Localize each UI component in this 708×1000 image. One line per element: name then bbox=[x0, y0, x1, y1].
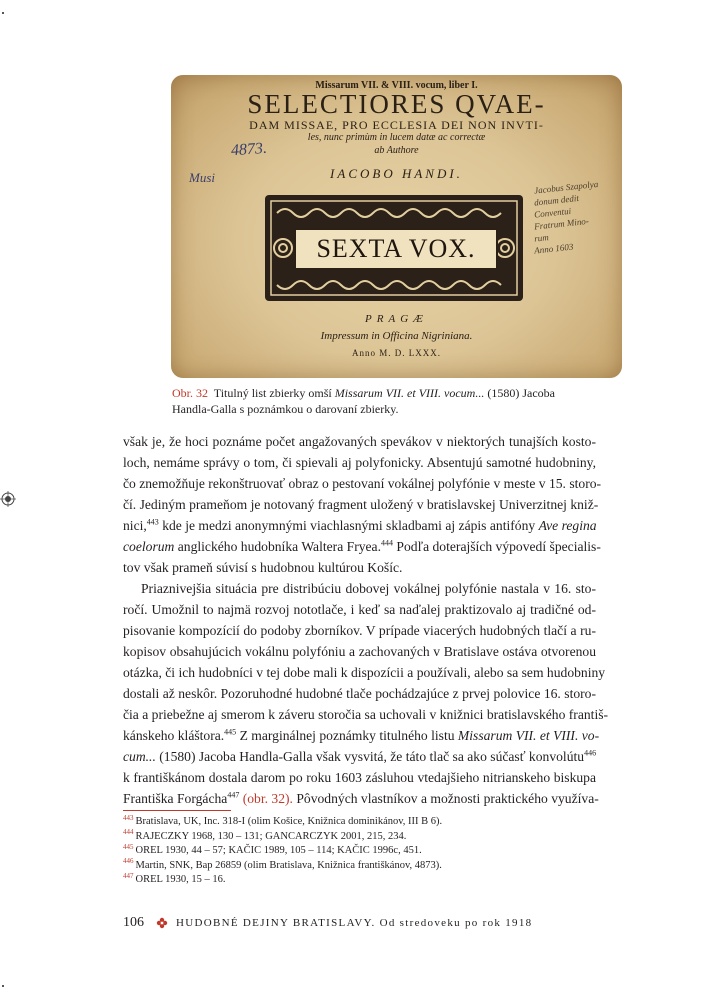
running-head: HUDOBNÉ DEJINY BRATISLAVY. Od stredoveku po rok 1918 bbox=[176, 917, 533, 929]
text-line: cum... (1580) Jacoba Handla-Galla však vysvitá, že táto tlač sa ako súčasť konvolútu$^{446}$ bbox=[123, 748, 597, 764]
footnotes bbox=[123, 815, 603, 888]
footnote-ref[interactable]: 444 bbox=[381, 538, 393, 548]
photo-title-line-2: DAM MISSAE, PRO ECCLESIA DEI NON INVTI- bbox=[249, 118, 544, 132]
footnote-ref[interactable]: 443 bbox=[146, 517, 159, 527]
photo-year: Anno M. D. LXXX. bbox=[352, 348, 441, 358]
text-line: loch, nemáme správy o tom, či spievali aj polyfonicky. Absentujú samotné hudobniny, bbox=[123, 455, 596, 470]
text-line: nici,$^{443}$ kde je medzi anonymnými viachlasnými skladbami aj zápis antifóny Ave regina bbox=[123, 517, 597, 533]
title-page-photo bbox=[171, 75, 622, 378]
footnote-ref[interactable]: 447 bbox=[227, 790, 240, 800]
footnote-number: 446 bbox=[123, 857, 134, 865]
text-line: čí. Jediným prameňom je notovaný fragment uložený v bratislavskej Univerzitnej kniž- bbox=[123, 497, 599, 512]
crop-mark bbox=[2, 12, 4, 14]
photo-handwritten-note: Musi bbox=[189, 170, 215, 185]
text-line: kopisov obsahujúcich vokálnu polyfóniu a zachovaných v Bratislave ostáva otvorenou bbox=[123, 644, 596, 659]
text-line: otázka, či ich hudobníci v tej dobe mali k dispozícii a používali, alebo sa sem hudobniny bbox=[123, 665, 606, 680]
text-line: k františkánom dostala darom po roku 1603 zásluhou vtedajšieho nitrianskeho biskupa bbox=[123, 770, 596, 785]
photo-big-title: SELECTIORES QVAE- bbox=[247, 89, 546, 119]
text-line: kánskeho kláštora.$^{445}$ Z marginálnej poznámky titulného listu Missarum VII. et VIII. vo- bbox=[123, 727, 600, 743]
footnote-item: $^{447}$ OREL 1930, 15 – 16. bbox=[123, 871, 226, 885]
footnote-item: $^{446}$ Martin, SNK, Bap 26859 (olim Bratislava, Knižnica františkánov, 4873). bbox=[123, 857, 442, 871]
photo-city: PRAGÆ bbox=[365, 313, 428, 325]
footnote-number: 447 bbox=[123, 871, 134, 880]
text-line: čo znemožňuje rekonštruovať obraz o pestovaní vokálnej polyfónie v meste v 15. storo- bbox=[123, 476, 602, 491]
footnote-ref[interactable]: 446 bbox=[584, 748, 597, 758]
footnote-item: $^{444}$ RAJECZKY 1968, 130 – 131; GANCARCZYK 2001, 215, 234. bbox=[123, 828, 407, 842]
figure-cross-reference[interactable]: (obr. 32). bbox=[242, 791, 293, 806]
footnote-item: $^{445}$ OREL 1930, 44 – 57; KAČIC 1989, 105 – 114; KAČIC 1996c, 451. bbox=[123, 842, 422, 856]
footnote-number: 443 bbox=[123, 813, 134, 822]
text-line: čia a priebežne aj smerom k záveru storočia sa uchovali v knižnici bratislavského františ- bbox=[123, 707, 609, 722]
crop-mark bbox=[2, 985, 4, 987]
text-line: dostali až neskôr. Pozoruhodné hudobné tlače pochádzajúce z prvej polovice 16. storo- bbox=[123, 686, 596, 701]
figure-caption: Obr. 32 Titulný list zbierky omší Missarum VII. et VIII. vocum... (1580) Jacoba Handla-Galla s poznámkou o darovaní zbierky. bbox=[172, 386, 555, 416]
figure-number: Obr. 32 bbox=[172, 386, 208, 400]
photo-title-line-4: ab Authore bbox=[374, 145, 419, 156]
photo-author: IACOBO HANDI. bbox=[330, 166, 463, 181]
page-footer bbox=[123, 912, 532, 934]
footnote-ref[interactable]: 445 bbox=[224, 727, 237, 737]
text-line: však je, že hoci poznáme počet angažovaných spevákov v niektorých tunajších kosto- bbox=[123, 434, 596, 449]
registration-mark-icon bbox=[0, 491, 16, 507]
footnote-number: 444 bbox=[123, 828, 134, 836]
photo-handwritten-number: 4873. bbox=[230, 139, 268, 160]
caption-work-title: Missarum VII. et VIII. vocum... bbox=[334, 386, 485, 400]
photo-cartouche-text: SEXTA VOX. bbox=[294, 228, 498, 270]
photo-impressum: Impressum in Officina Nigriniana. bbox=[320, 330, 473, 342]
text-line: coelorum anglického hudobníka Waltera Fryea.$^{444}$ Podľa doterajších výpovedí špecialis- bbox=[123, 538, 601, 554]
text-line: Františka Forgácha$^{447}$ (obr. 32). Pôvodných vlastníkov a možnosti praktického využíva- bbox=[123, 790, 599, 806]
text-line: ročí. Umožnil to najmä rozvoj nototlače, i keď sa naďalej praktizovalo aj tradičné od- bbox=[123, 602, 596, 617]
text-line: pisovanie kompozícií do podoby zborníkov. V prípade viacerých hudobných tlačí a ru- bbox=[123, 623, 596, 638]
page-number: 106 bbox=[123, 915, 144, 930]
body-text bbox=[123, 431, 609, 809]
photo-title-line-3: les, nunc primùm in lucem datæ ac correctæ bbox=[307, 132, 486, 143]
footnote-divider bbox=[123, 810, 231, 811]
text-line: Priaznivejšia situácia pre distribúciu dobovej vokálnej polyfónie nastala v 16. sto- bbox=[141, 581, 596, 596]
photo-margin-note: Jacobus Szapolya donum dedit Conventui Fratrum Mino- rum Anno 1603 bbox=[533, 178, 599, 256]
flower-ornament-icon bbox=[156, 917, 168, 929]
footnote-number: 445 bbox=[123, 842, 134, 851]
footnote-item: $^{443}$ Bratislava, UK, Inc. 318-I (olim Košice, Knižnica dominikánov, III B 6). bbox=[123, 813, 443, 827]
text-line: tov však prameň súvisí s hudobnou kultúrou Košíc. bbox=[123, 560, 403, 575]
photo-volume-line: Missarum VII. & VIII. vocum, liber I. bbox=[315, 80, 478, 91]
